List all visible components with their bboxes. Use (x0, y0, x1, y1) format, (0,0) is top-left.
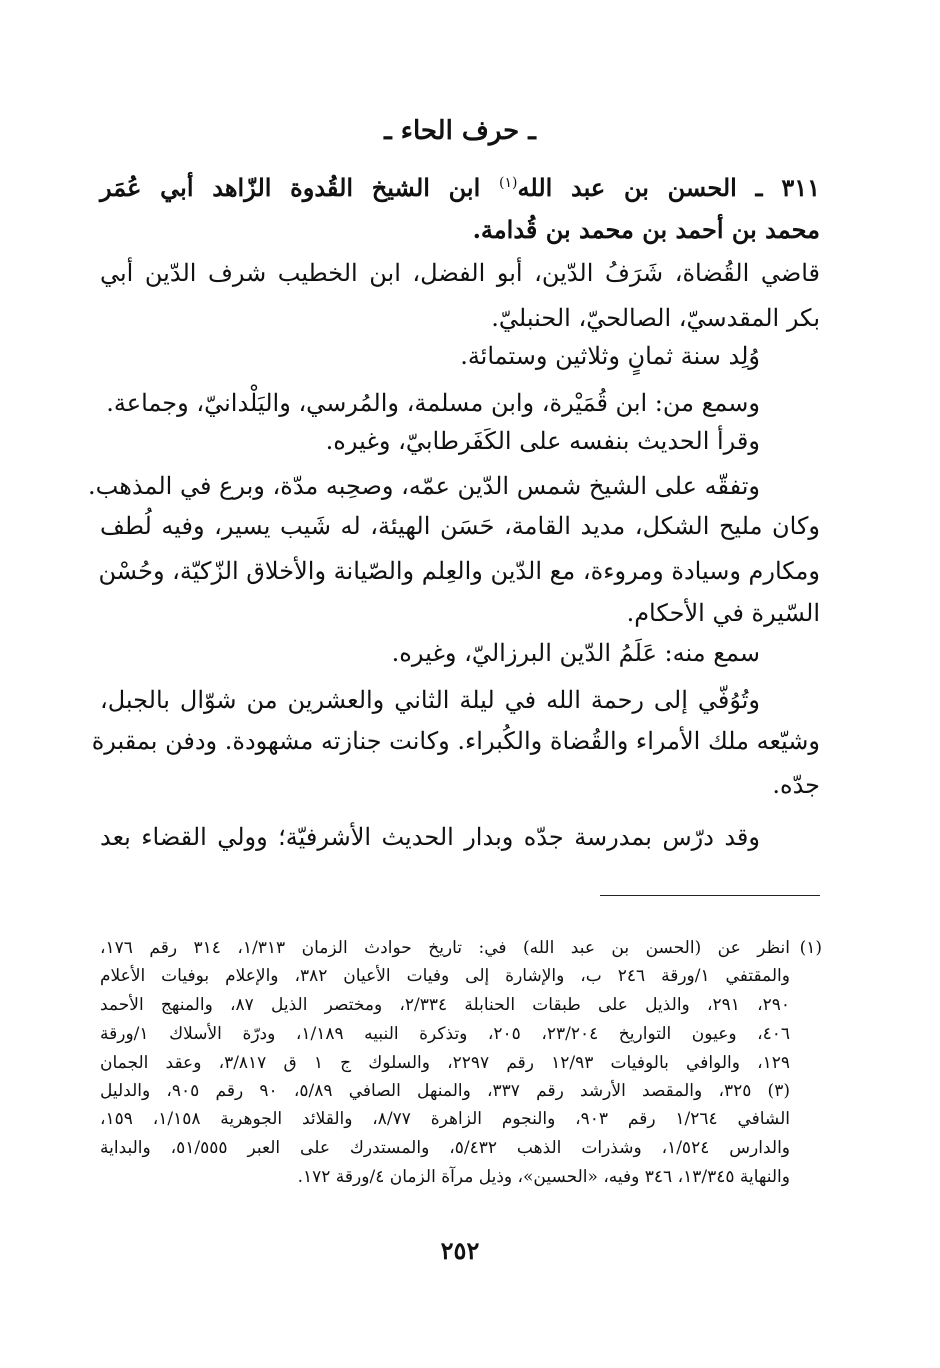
footnote-line: ٤٠٦، وعيون التواريخ ٢٣/٢٠٤، ٢٠٥، وتذكرة النبيه ١/١٨٩، ودرّة الأسلاك ١/ورقة (100, 1024, 790, 1044)
entry-name-rest: ابن الشيخ القُدوة الزّاهد أبي عُمَر (100, 173, 481, 202)
body-line: ومكارم وسيادة ومروءة، مع الدّين والعِلم والصّيانة والأخلاق الزّكيّة، وحُسْن (98, 557, 820, 585)
entry-number: ٣١١ (781, 173, 821, 202)
body-line: وتفقّه على الشيخ شمس الدّين عمّه، وصحِبه مدّة، وبرع في المذهب. (88, 472, 760, 500)
page-number: ٢٥٢ (440, 1236, 480, 1265)
body-line: سمع منه: عَلَمُ الدّين البرزاليّ، وغيره. (391, 639, 760, 667)
entry-title-line-2: محمد بن أحمد بن محمد بن قُدامة. (472, 215, 820, 244)
entry-title-line-1 (100, 168, 820, 203)
footnote-line: والدارس ١/٥٢٤، وشذرات الذهب ٥/٤٣٢، والمستدرك على العبر ٥١/٥٥٥، والبداية (100, 1138, 790, 1158)
body-line: وشيّعه ملك الأمراء والقُضاة والكُبراء. وكانت جنازته مشهودة. ودفن بمقبرة (91, 727, 820, 755)
body-line: وتُوُفّي إلى رحمة الله في ليلة الثاني والعشرين من شوّال بالجبل، (100, 686, 760, 714)
footnote-reference: (١) (499, 175, 518, 191)
footnote-line: والمقتفي ١/ورقة ٢٤٦ ب، والإشارة إلى وفيات الأعيان ٣٨٢، والإعلام بوفيات الأعلام (100, 966, 790, 986)
section-heading: ـ حرف الحاء ـ (384, 116, 536, 146)
footnote-separator (600, 895, 820, 896)
body-line: جدّه. (772, 771, 820, 799)
footnote-line: (٣) ٣٢٥، والمقصد الأرشد رقم ٣٣٧، والمنهل الصافي ٥/٨٩، ٩٠ رقم ٩٠٥، والدليل (100, 1081, 790, 1101)
body-line: وسمع من: ابن قُمَيْرة، وابن مسلمة، والمُرسي، واليَلْدانيّ، وجماعة. (106, 389, 760, 417)
footnote-marker: (١) (799, 938, 822, 958)
body-line: وُلِد سنة ثمانٍ وثلاثين وستمائة. (460, 342, 760, 370)
body-line: السّيرة في الأحكام. (626, 599, 820, 627)
footnote-line: الشافي ١/٢٦٤ رقم ٩٠٣، والنجوم الزاهرة ٨/٧٧، والقلائد الجوهرية ١/١٥٨، ١٥٩، (100, 1109, 790, 1129)
footnote-line: انظر عن (الحسن بن عبد الله) في: تاريخ حوادث الزمان ١/٣١٣، ٣١٤ رقم ١٧٦، (100, 938, 791, 958)
body-line: وكان مليح الشكل، مديد القامة، حَسَن الهيئة، له شَيب يسير، وفيه لُطف (100, 512, 820, 540)
body-line: بكر المقدسيّ، الصالحيّ، الحنبليّ. (491, 304, 820, 332)
body-line: وقد درّس بمدرسة جدّه وبدار الحديث الأشرفيّة؛ وولي القضاء بعد (100, 823, 760, 851)
body-line: قاضي القُضاة، شَرَفُ الدّين، أبو الفضل، ابن الخطيب شرف الدّين أبي (100, 259, 820, 287)
footnote-line: ٢٩٠، ٢٩١، والذيل على طبقات الحنابلة ٢/٣٣٤، ومختصر الذيل ٨٧، والمنهج الأحمد (100, 995, 790, 1015)
body-line: وقرأ الحديث بنفسه على الكَفَرطابيّ، وغيره. (325, 427, 760, 455)
footnote-line: والنهاية ١٣/٣٤٥، ٣٤٦ وفيه، «الحسين»، وذيل مرآة الزمان ٤/ورقة ١٧٢. (297, 1167, 790, 1187)
footnote-line: ١٢٩، والوافي بالوفيات ١٢/٩٣ رقم ٢٢٩٧، والسلوك ج ١ ق ٣/٨١٧، وعقد الجمان (100, 1053, 790, 1073)
entry-name: ـ الحسن بن عبد الله (517, 173, 763, 202)
